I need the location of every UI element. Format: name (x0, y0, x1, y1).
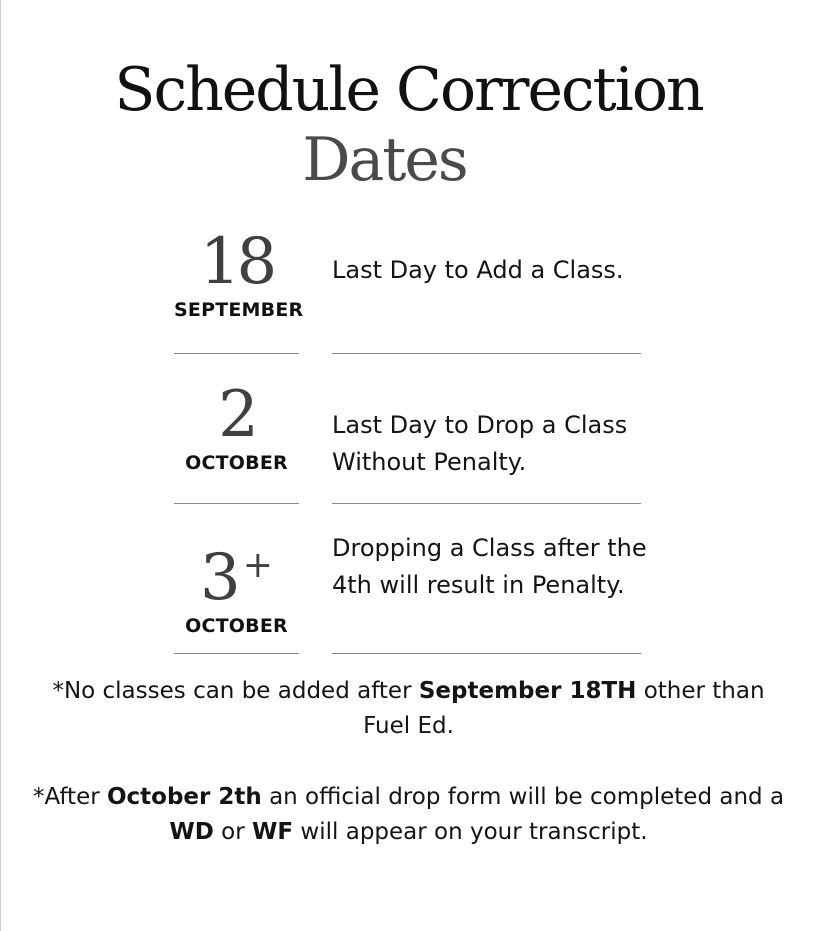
row-divider-left (174, 503, 299, 504)
date-description: Last Day to Add a Class. (332, 256, 624, 284)
date-day-plus: + (242, 545, 273, 586)
row-divider-left (174, 353, 299, 354)
row-divider-right (332, 503, 641, 504)
row-divider-right (332, 353, 641, 354)
date-row-october-3-plus (174, 534, 647, 659)
note-add-deadline-date: September 18TH (418, 678, 637, 704)
grade-wf: WF (252, 819, 294, 845)
date-row-september-18 (174, 225, 641, 355)
grade-wd: WD (169, 819, 214, 845)
note-drop-deadline-date: October 2th (106, 784, 262, 810)
date-description: Dropping a Class after the 4th will result in Penalty. (332, 534, 647, 599)
date-description: Last Day to Drop a Class Without Penalty. (332, 411, 628, 476)
date-month: SEPTEMBER (174, 299, 304, 321)
date-block (174, 378, 299, 474)
date-month: OCTOBER (185, 615, 288, 637)
page-title: Schedule Correction (114, 55, 703, 125)
note-add-deadline: *No classes can be added after September 18TH other than Fuel Ed. (52, 678, 765, 739)
date-day-number: 3 (200, 541, 237, 615)
page-subtitle: Dates (302, 125, 467, 195)
row-divider-right (332, 653, 641, 654)
date-month: OCTOBER (185, 452, 288, 474)
date-day: 2 (218, 378, 255, 452)
date-block (174, 534, 299, 637)
date-block (174, 225, 304, 321)
row-divider-left (174, 653, 299, 654)
date-day (174, 534, 299, 615)
date-row-october-2 (174, 378, 641, 508)
date-day: 18 (199, 225, 274, 299)
note-drop-deadline: *After October 2th an official drop form will be completed and a WD or WF will appear on your transcript. (32, 784, 785, 845)
